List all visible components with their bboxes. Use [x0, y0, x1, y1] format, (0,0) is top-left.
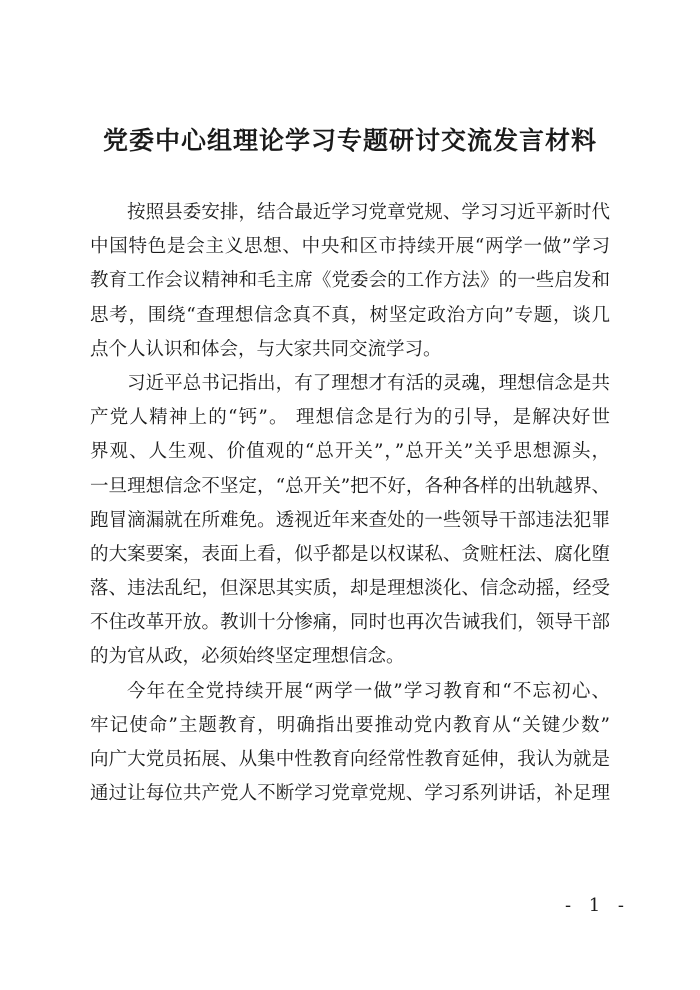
text-line: 产党人精神上的“钙”。 理想信念是行为的引导，是解决好世: [90, 407, 610, 429]
document-title: 党委中心组理论学习专题研讨交流发言材料: [102, 126, 597, 155]
text-line: 教育工作会议精神和毛主席《党委会的工作方法》的一些启发和: [90, 270, 610, 292]
paragraph-2: [90, 367, 610, 675]
text-line: 通过让每位共产党人不断学习党章党规、学习系列讲话，补足理: [90, 783, 610, 805]
text-line: 界观、人生观、价值观的“总开关”，”总开关”关乎思想源头，: [90, 441, 610, 463]
document-body: [90, 196, 610, 811]
paragraph-1: [90, 196, 610, 367]
text-line: 向广大党员拓展、从集中性教育向经常性教育延伸，我认为就是: [90, 749, 610, 770]
text-line: 按照县委安排，结合最近学习党章党规、学习习近平新时代: [127, 202, 610, 223]
text-line: 一旦理想信念不坚定，“总开关”把不好，各种各样的出轨越界、: [90, 475, 610, 497]
text-line: 习近平总书记指出，有了理想才有活的灵魂，理想信念是共: [127, 372, 610, 394]
text-line: 中国特色是会主义思想、中央和区市持续开展“两学一做”学习: [90, 236, 610, 258]
text-line: 的为官从政，必须始终坚定理想信念。: [90, 646, 405, 668]
text-line: 不住改革开放。教训十分惨痛，同时也再次告诫我们，领导干部: [90, 612, 610, 634]
text-line: 点个人认识和体会，与大家共同交流学习。: [90, 338, 442, 360]
text-line: 今年在全党持续开展“两学一做”学习教育和“不忘初心、: [127, 680, 610, 702]
text-line: 思考，围绕“查理想信念真不真，树坚定政治方向”专题，谈几: [90, 304, 610, 326]
text-line: 落、违法乱纪，但深思其实质，却是理想淡化、信念动摇，经受: [90, 578, 610, 600]
paragraph-3: [90, 675, 610, 812]
text-line: 跑冒滴漏就在所难免。透视近年来查处的一些领导干部违法犯罪: [90, 509, 610, 531]
text-line: 牢记使命”主题教育，明确指出要推动党内教育从“关键少数”: [90, 714, 610, 736]
page-number: - 1 -: [564, 895, 630, 916]
text-line: 的大案要案，表面上看，似乎都是以权谋私、贪赃枉法、腐化堕: [90, 543, 610, 565]
